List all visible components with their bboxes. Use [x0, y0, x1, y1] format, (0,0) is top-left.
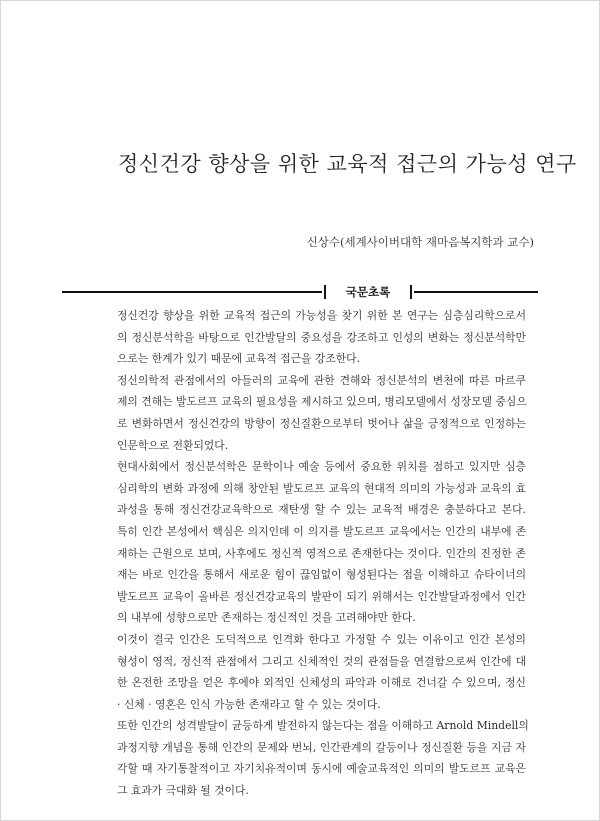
abstract-header: [62, 284, 538, 300]
author-affiliation: 신상수(세계사이버대학 재마음복지학과 교수): [306, 235, 534, 249]
abstract-line: 발도르프 교육이 올바른 정신건강교육의 발판이 되기 위해서는 인간발달과정에서 인간: [117, 589, 526, 603]
abstract-line: 이것이 결국 인간은 도덕적으로 인격화 한다고 가정할 수 있는 이유이고 인간 본성의: [117, 632, 526, 646]
abstract-line: · 신체 · 영혼은 인식 가능한 존재라고 할 수 있는 것이다.: [117, 697, 381, 711]
abstract-line: 과성을 통해 정신건강교육학으로 재탄생 할 수 있는 교육적 배경은 충분하다고 본다.: [117, 503, 526, 517]
abstract-line: 심리학의 변화 과정에 의해 창안된 발도르프 교육의 현대적 의미의 가능성과 교육의 효: [117, 481, 526, 495]
abstract-line: 정신건강 향상을 위한 교육적 접근의 가능성을 찾기 위한 본 연구는 심층심리학으로서: [117, 309, 526, 322]
header-rule-left: [62, 291, 322, 293]
abstract-line: 특히 인간 본성에서 핵심은 의지인데 이 의지를 발도르프 교육에서는 인간의 내부에 존: [117, 524, 526, 538]
abstract-line: 형성이 영적, 정신적 관점에서 그리고 신체적인 것의 관점들을 연결함으로써 인간에 대: [117, 654, 526, 668]
abstract-line: 제의 견해는 발도르프 교육의 필요성을 제시하고 있으며, 병리모델에서 성장모델 중심으: [117, 395, 527, 409]
abstract-line: 재는 바로 인간을 통해서 새로운 힘이 끊임없이 형성된다는 점을 이해하고 슈타이너의: [117, 568, 526, 582]
abstract-line: 과정지향 개념을 통해 인간의 문제와 번뇌, 인간관계의 갈등이나 정신질환 등을 지금 자: [117, 740, 526, 754]
abstract-line: 한 온전한 조망을 얻은 후에야 외적인 신체성의 파악과 이해로 건너갈 수 있으며, 정신: [117, 676, 526, 690]
abstract-label: 국문초록: [345, 285, 391, 299]
paper-title: 정신건강 향상을 위한 교육적 접근의 가능성 연구: [118, 152, 577, 176]
header-tick-left: [324, 285, 326, 299]
abstract-body: [117, 305, 529, 802]
abstract-line: 정신의학적 관점에서의 아들러의 교육에 관한 견해와 정신분석의 변천에 따른 마르쿠: [117, 373, 526, 387]
abstract-line: 각할 때 자기통찰적이고 자기치유적이며 동시에 예술교육적인 의미의 발도르프 교육은: [117, 762, 526, 776]
header-tick-right: [410, 285, 412, 299]
header-rule-right: [414, 291, 538, 293]
abstract-line: 인문학으로 전환되었다.: [117, 438, 229, 452]
abstract-line: 그 효과가 극대화 될 것이다.: [117, 784, 249, 798]
abstract-line: 의 정신분석학을 바탕으로 인간발달의 중요성을 강조하고 인성의 변화는 정신분석학만: [117, 330, 526, 344]
abstract-line: 현대사회에서 정신분석학은 문학이나 예술 등에서 중요한 위치를 점하고 있지만 심층: [117, 460, 526, 474]
abstract-line: 으로는 한계가 있기 때문에 교육적 접근을 강조한다.: [117, 352, 361, 366]
abstract-line: 재하는 근원으로 보며, 사후에도 정신적 영적으로 존재한다는 것이다. 인간의 진정한 존: [117, 546, 526, 560]
abstract-line: 로 변화하면서 정신건강의 방향이 정신질환으로부터 벗어나 삶을 긍정적으로 인정하는: [117, 416, 526, 430]
abstract-line: 의 내부에 성향으로만 존재하는 정신적인 것을 고려해야만 한다.: [117, 611, 416, 625]
abstract-line: 또한 인간의 성격발달이 균등하게 발전하지 않는다는 점을 이해하고 Arnold Mindell의: [117, 719, 529, 733]
